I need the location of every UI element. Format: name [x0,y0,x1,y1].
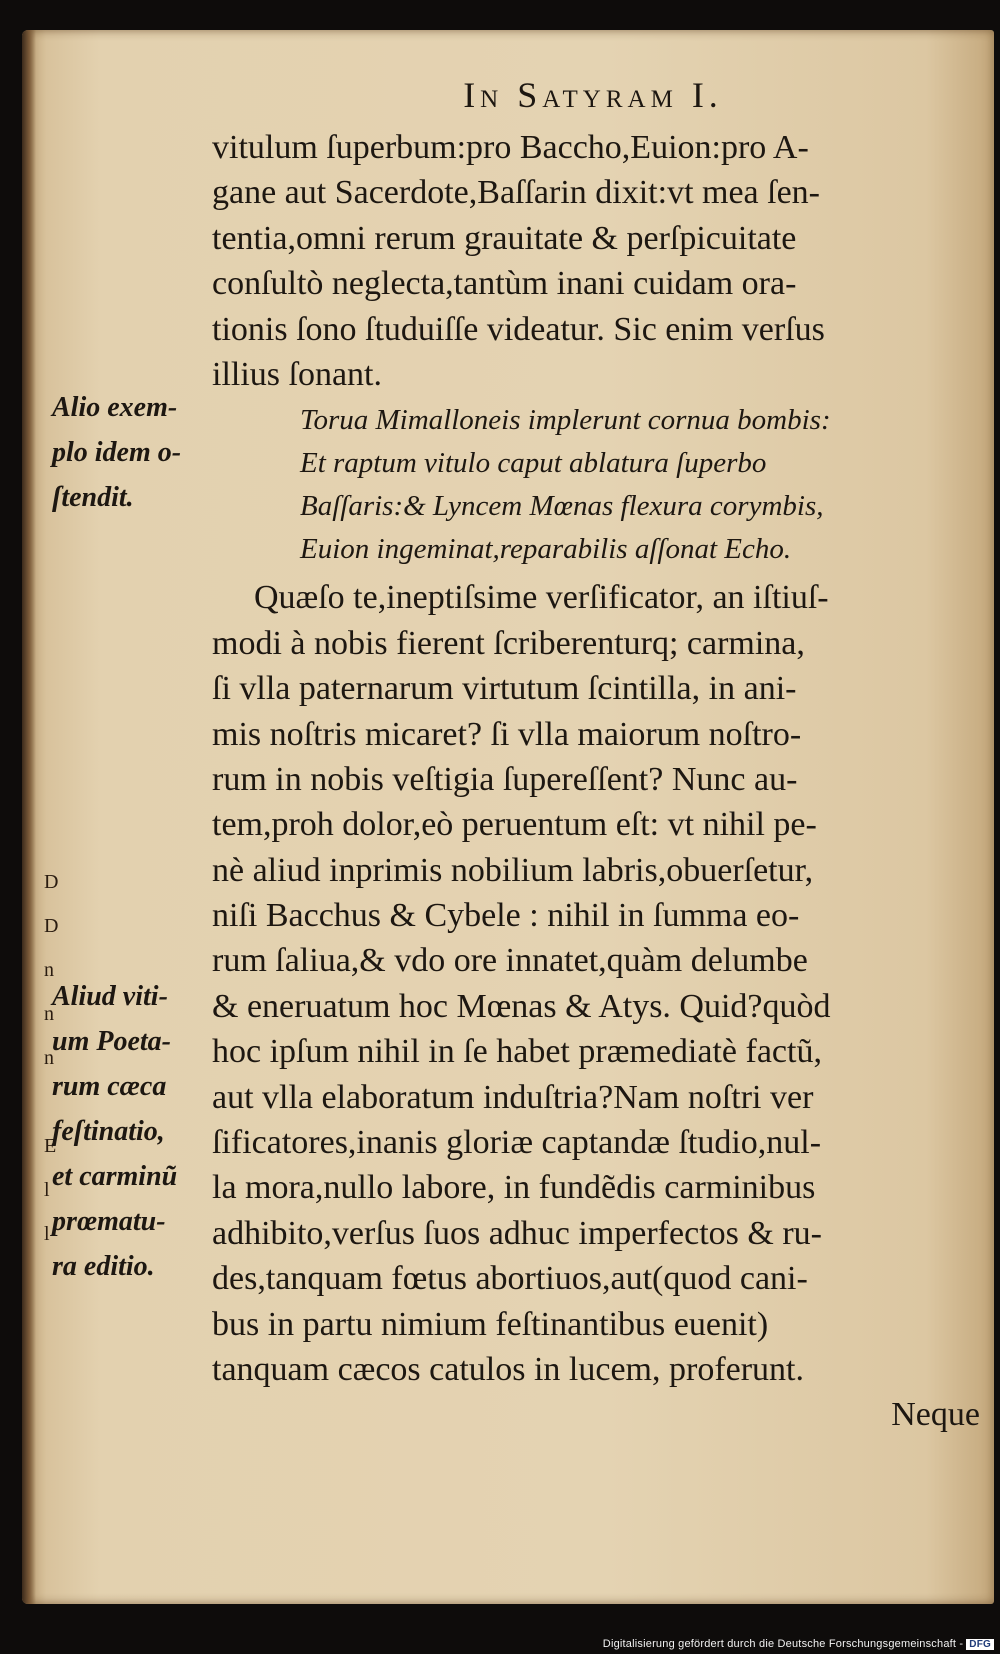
body-line: tem,proh dolor,eò peruentum eſt: vt nihil pe- [212,806,817,844]
edge-fragment: l [44,1179,50,1201]
edge-fragment: D [44,915,59,937]
page-gutter [22,30,36,1604]
marginal-note-2 [52,974,222,1289]
body-line: hoc ipſum nihil in ſe habet præmediatè factũ, [212,1033,822,1071]
body-line: Quæſo te,ineptiſsime verſificator, an iſtiuſ- [254,579,829,617]
body-line: illius ſonant. [212,355,382,393]
body-line: vitulum ſuperbum:pro Baccho,Euion:pro A- [212,129,809,166]
marginal-line: et carminũ [52,1161,178,1192]
body-line: niſi Bacchus & Cybele : nihil in ſumma eo- [212,897,800,935]
verse-quotation [212,399,980,571]
edge-fragment: D [44,871,59,893]
edge-fragment: n [44,1047,54,1069]
body-line: aut vlla elaboratum induſtria?Nam noſtri ver [212,1078,814,1116]
marginal-line: feſtinatio, [52,1116,165,1147]
marginal-line: Alio exem- [52,392,178,423]
body-line: mis noſtris micaret? ſi vlla maiorum noſtro- [212,715,802,753]
verse-line: Et raptum vitulo caput ablatura ſuperbo [300,447,767,480]
body-line: rum in nobis veſtigia ſupereſſent? Nunc au- [212,760,798,798]
verse-line: Baſſaris:& Lyncem Mœnas flexura corymbis, [300,490,824,523]
book-page [22,30,994,1604]
marginal-line: ſtendit. [52,482,134,513]
marginal-note-1 [52,385,222,520]
body-line: modi à nobis fierent ſcriberenturq; carmina, [212,624,805,662]
body-line: gane aut Sacerdote,Baſſarin dixit:vt mea ſen- [212,174,820,212]
body-line: tentia,omni rerum grauitate & perſpicuitate [212,219,797,257]
marginal-line: um Poeta- [52,1026,171,1057]
edge-fragment: n [44,1003,54,1025]
edge-fragment: n [44,959,54,981]
body-line: adhibito,verſus ſuos adhuc imperfectos & ru- [212,1214,822,1252]
main-text [212,125,980,1438]
verse-line: Torua Mimalloneis implerunt cornua bombis: [300,404,831,437]
verse-line: Euion ingeminat,reparabilis aſſonat Echo. [300,533,792,566]
catchword: Neque [891,1396,980,1434]
credit-text: Digitalisierung gefördert durch die Deutsche Forschungsgemeinschaft - [602,1638,964,1650]
body-line: bus in partu nimium feſtinantibus euenit) [212,1305,769,1343]
body-line: ſificatores,inanis gloriæ captandæ ſtudio,nul- [212,1124,822,1162]
body-line: conſultò neglecta,tantùm inani cuidam ora- [212,265,797,303]
marginal-line: Aliud viti- [52,981,168,1012]
marginal-line: ra editio. [52,1251,155,1282]
dfg-logo: DFG [966,1639,994,1650]
marginal-line: rum cæca [52,1071,167,1102]
edge-fragment: E [44,1135,57,1157]
body-line: rum ſaliua,& vdo ore innatet,quàm delumbe [212,942,808,980]
body-line: des,tanquam fœtus abortiuos,aut(quod cani- [212,1260,808,1298]
body-line: tionis ſono ſtuduiſſe videatur. Sic enim verſus [212,310,825,348]
running-head: In Satyram I. [463,75,723,115]
body-line: & eneruatum hoc Mœnas & Atys. Quid?quòd [212,987,831,1025]
body-line: nè aliud inprimis nobilium labris,obuerſetur, [212,851,814,889]
edge-fragment: l [44,1223,50,1245]
body-line: la mora,nullo labore, in fundẽdis carminibus [212,1169,816,1207]
body-line: tanquam cæcos catulos in lucem, proferunt. [212,1350,804,1388]
digitization-credit [603,1638,994,1650]
body-line: ſi vlla paternarum virtutum ſcintilla, in ani- [212,670,797,708]
marginal-line: prœmatu- [52,1206,166,1237]
marginal-line: plo idem o- [52,437,182,468]
